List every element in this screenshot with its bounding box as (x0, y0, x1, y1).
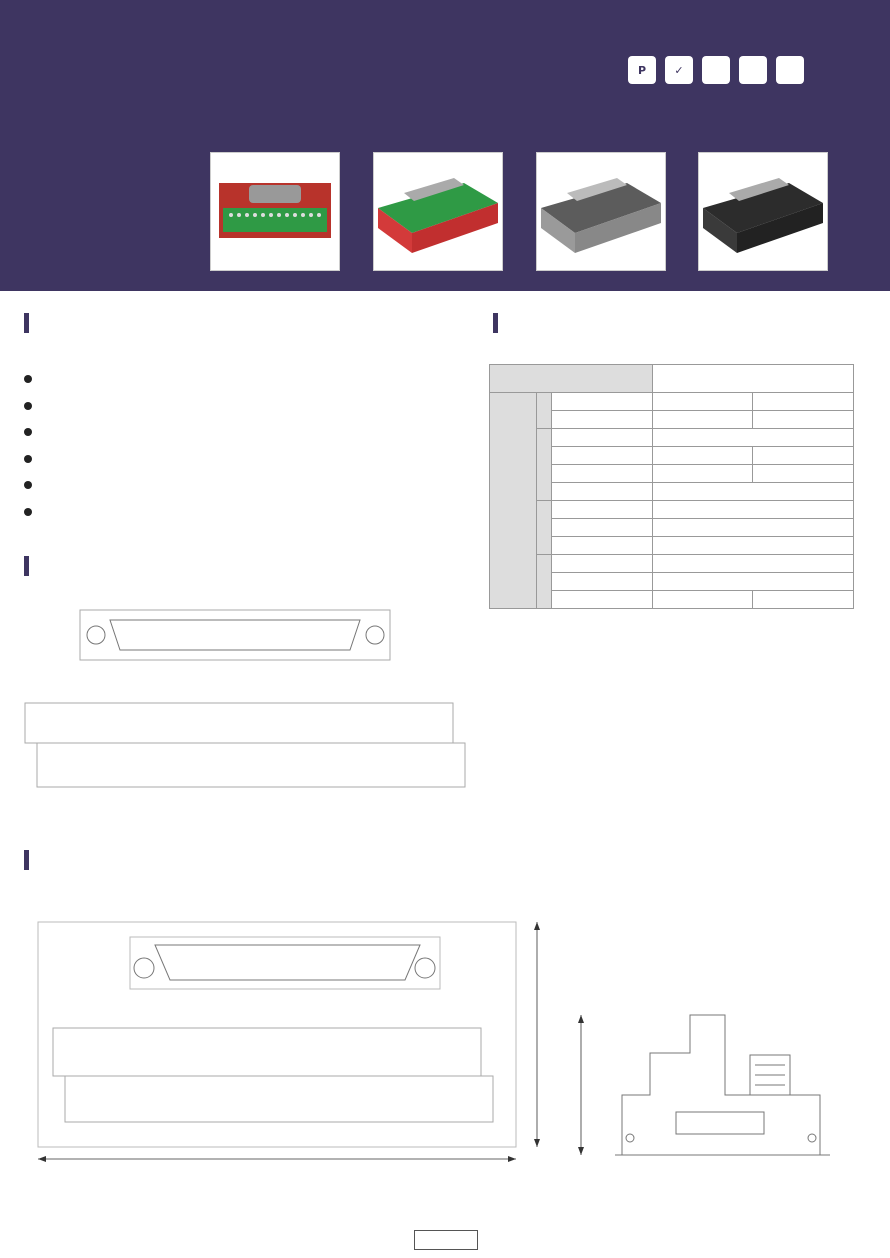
spec-label (552, 393, 653, 411)
section-marker (24, 313, 29, 333)
spec-label (552, 519, 653, 537)
section-marker (493, 313, 498, 333)
product-photo-red (373, 152, 503, 271)
spec-value (652, 447, 753, 465)
spec-value (652, 573, 853, 591)
spec-value (652, 483, 853, 501)
spec-label (552, 537, 653, 555)
spec-value (652, 537, 853, 555)
spec-value (652, 429, 853, 447)
spec-value (753, 411, 854, 429)
spec-label (552, 483, 653, 501)
spec-value (652, 519, 853, 537)
list-item (24, 393, 41, 420)
spec-value (652, 411, 753, 429)
section-marker (24, 850, 29, 870)
list-item (24, 499, 41, 526)
spec-table (489, 364, 854, 609)
page-number (414, 1230, 478, 1250)
rated-voltage-label (490, 365, 653, 393)
spec-label (552, 555, 653, 573)
signal-icon (776, 56, 804, 84)
spec-subgroup (537, 429, 552, 501)
badge-row (628, 56, 804, 84)
side-view (615, 1015, 830, 1155)
list-item (24, 419, 41, 446)
spec-value (753, 447, 854, 465)
section-marker (24, 556, 29, 576)
spec-group-label (490, 393, 537, 609)
screw-lock-icon (739, 56, 767, 84)
dimension-drawing (0, 915, 890, 1175)
spec-label (552, 501, 653, 519)
list-item (24, 472, 41, 499)
spec-subgroup (537, 501, 552, 555)
spec-value (753, 465, 854, 483)
spec-label (552, 465, 653, 483)
features-list (24, 366, 41, 525)
press-pin-icon (702, 56, 730, 84)
spec-value (652, 555, 853, 573)
product-photo-black (698, 152, 828, 271)
spec-value (652, 393, 753, 411)
list-item (24, 446, 41, 473)
connection-diagram (0, 595, 890, 810)
patent-icon: P (628, 56, 656, 84)
product-photo-gray (536, 152, 666, 271)
product-photo-orange (210, 152, 340, 271)
rohs-icon: ✓ (665, 56, 693, 84)
list-item (24, 366, 41, 393)
spec-value (652, 501, 853, 519)
spec-label (552, 447, 653, 465)
spec-label (552, 573, 653, 591)
spec-value (652, 465, 753, 483)
rated-voltage-value (652, 365, 853, 393)
spec-label (552, 411, 653, 429)
spec-subgroup (537, 393, 552, 429)
spec-value (753, 393, 854, 411)
spec-label (552, 429, 653, 447)
